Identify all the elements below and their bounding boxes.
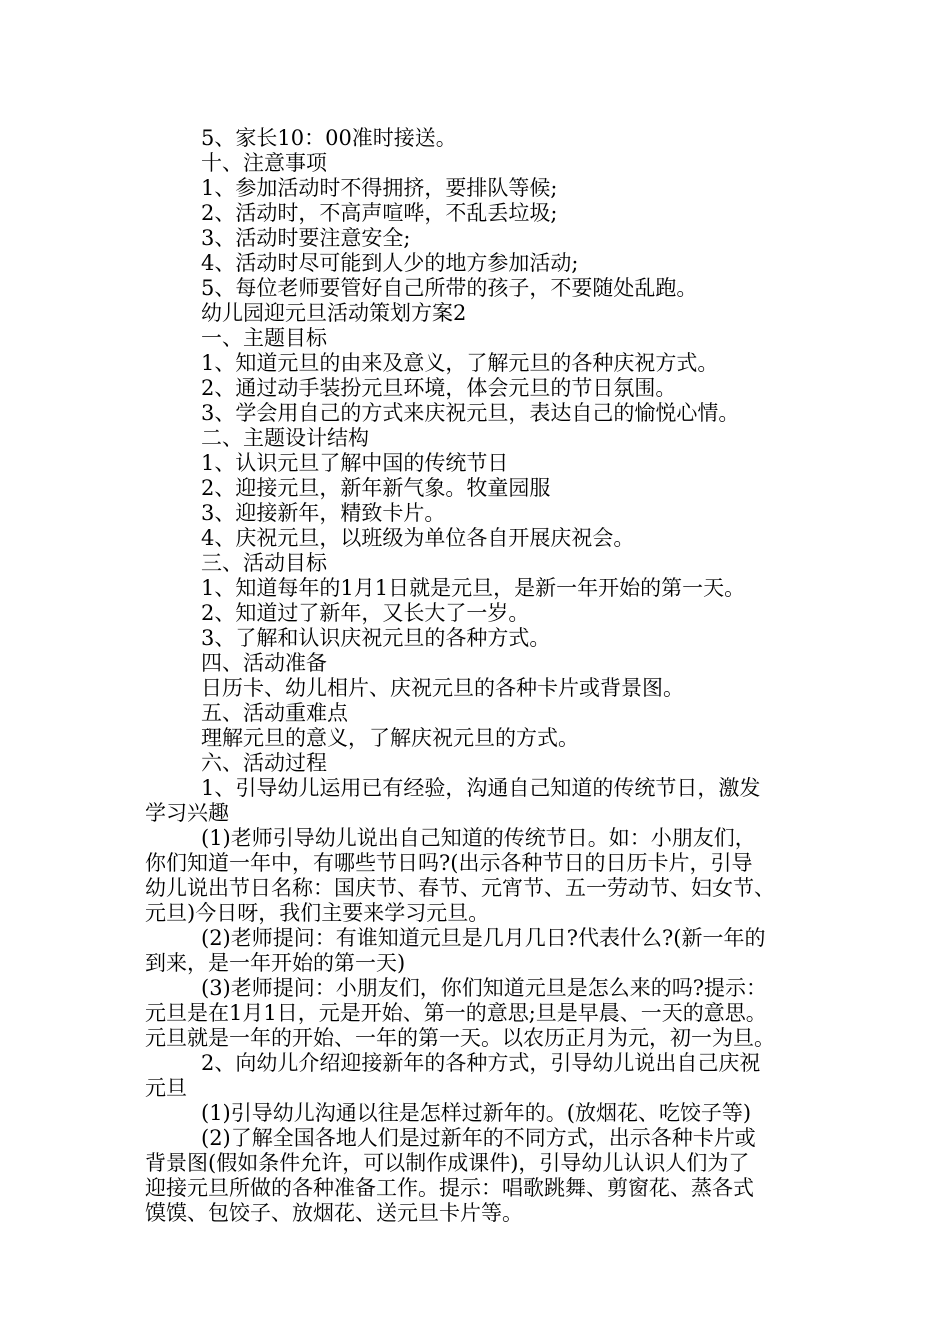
section-heading: 四、活动准备: [201, 651, 327, 675]
text-line: 日历卡、幼儿相片、庆祝元旦的各种卡片或背景图。: [201, 676, 684, 700]
text-line: (1)老师引导幼儿说出自己知道的传统节日。如：小朋友们，: [201, 826, 756, 850]
text-line: 2、知道过了新年，又长大了一岁。: [201, 601, 530, 625]
text-line: 幼儿说出节日名称：国庆节、春节、元宵节、五一劳动节、妇女节、: [145, 876, 775, 900]
text-line: 3、迎接新年，精致卡片。: [201, 501, 446, 525]
section-heading: 五、活动重难点: [201, 701, 348, 725]
text-line: (1)引导幼儿沟通以往是怎样过新年的。(放烟花、吃饺子等): [201, 1101, 752, 1125]
text-line: 1、引导幼儿运用已有经验，沟通自己知道的传统节日，激发: [201, 776, 761, 800]
text-line: 4、庆祝元旦，以班级为单位各自开展庆祝会。: [201, 526, 635, 550]
text-line: 理解元旦的意义，了解庆祝元旦的方式。: [201, 726, 579, 750]
text-line: 5、每位老师要管好自己所带的孩子，不要随处乱跑。: [201, 276, 698, 300]
text-line: 3、了解和认识庆祝元旦的各种方式。: [201, 626, 551, 650]
text-line: 3、学会用自己的方式来庆祝元旦，表达自己的愉悦心情。: [201, 401, 740, 425]
text-line: 元旦就是一年的开始、一年的第一天。以农历正月为元，初一为旦。: [145, 1026, 775, 1050]
text-line: 1、参加活动时不得拥挤，要排队等候;: [201, 176, 558, 200]
text-line: 背景图(假如条件允许，可以制作成课件)，引导幼儿认识人们为了: [145, 1151, 750, 1175]
section-heading: 一、主题目标: [201, 326, 327, 350]
section-heading: 三、活动目标: [201, 551, 327, 575]
text-line: 元旦: [145, 1076, 187, 1100]
text-line: 到来，是一年开始的第一天): [145, 951, 406, 975]
text-line: (2)老师提问：有谁知道元旦是几月几日?代表什么?(新一年的: [201, 926, 766, 950]
text-line: 1、知道元旦的由来及意义，了解元旦的各种庆祝方式。: [201, 351, 719, 375]
text-line: 学习兴趣: [145, 801, 229, 825]
text-line: 2、活动时，不高声喧哗，不乱丢垃圾;: [201, 201, 558, 225]
text-line: 2、向幼儿介绍迎接新年的各种方式，引导幼儿说出自己庆祝: [201, 1051, 761, 1075]
text-line: (3)老师提问：小朋友们，你们知道元旦是怎么来的吗?提示：: [201, 976, 768, 1000]
text-line: 2、通过动手装扮元旦环境，体会元旦的节日氛围。: [201, 376, 677, 400]
section-heading: 十、注意事项: [201, 151, 327, 175]
text-line: 1、认识元旦了解中国的传统节日: [201, 451, 509, 475]
text-line: (2)了解全国各地人们是过新年的不同方式，出示各种卡片或: [201, 1126, 756, 1150]
section-heading: 二、主题设计结构: [201, 426, 369, 450]
text-line: 馍馍、包饺子、放烟花、送元旦卡片等。: [145, 1201, 523, 1225]
text-line: 4、活动时尽可能到人少的地方参加活动;: [201, 251, 579, 275]
section-heading: 六、活动过程: [201, 751, 327, 775]
text-line: 5、家长10：00准时接送。: [201, 126, 457, 150]
text-line: 元旦是在1月1日，元是开始、第一的意思;旦是早晨、一天的意思。: [145, 1001, 767, 1025]
text-line: 3、活动时要注意安全;: [201, 226, 411, 250]
text-line: 你们知道一年中，有哪些节日吗?(出示各种节日的日历卡片，引导: [145, 851, 753, 875]
text-line: 2、迎接元旦，新年新气象。牧童园服: [201, 476, 551, 500]
document-title: 幼儿园迎元旦活动策划方案2: [201, 301, 467, 325]
text-line: 迎接元旦所做的各种准备工作。提示：唱歌跳舞、剪窗花、蒸各式: [145, 1176, 754, 1200]
text-line: 1、知道每年的1月1日就是元旦，是新一年开始的第一天。: [201, 576, 746, 600]
text-line: 元旦)今日呀，我们主要来学习元旦。: [145, 901, 490, 925]
